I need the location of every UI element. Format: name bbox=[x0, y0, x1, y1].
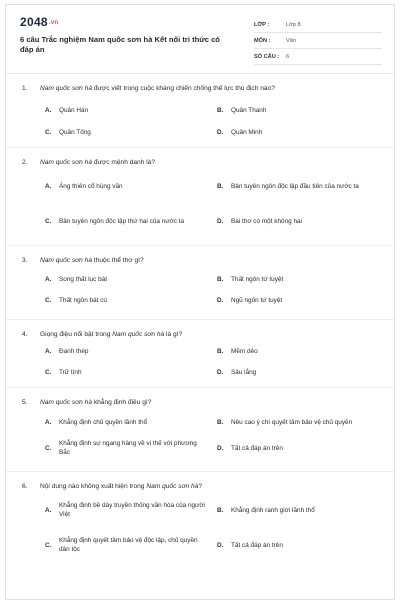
option-letter: A. bbox=[45, 506, 52, 514]
option-b[interactable] bbox=[217, 500, 381, 522]
option-text: Thất ngôn bát cú bbox=[59, 296, 107, 304]
option-letter: D. bbox=[217, 217, 224, 225]
option-text: Quân Thanh bbox=[231, 106, 267, 114]
option-d[interactable] bbox=[217, 535, 381, 557]
meta-row-subject bbox=[254, 33, 382, 49]
option-text: Áng thiên cổ hùng văn bbox=[59, 182, 123, 190]
option-d[interactable] bbox=[217, 365, 381, 381]
meta-label: SỐ CÂU : bbox=[254, 53, 280, 60]
option-text: Bản tuyên ngôn độc lập thứ hai của nước ta bbox=[59, 217, 185, 225]
option-d[interactable] bbox=[217, 293, 381, 309]
option-text: Khẳng định ranh giới lãnh thổ bbox=[231, 506, 315, 514]
meta-label: LỚP : bbox=[254, 21, 270, 28]
option-letter: C. bbox=[45, 541, 52, 549]
option-text: Thất ngôn tứ tuyệt bbox=[231, 275, 284, 283]
worksheet-meta bbox=[254, 17, 382, 65]
option-b[interactable] bbox=[217, 344, 381, 360]
option-text: Khẳng định chủ quyền lãnh thổ bbox=[59, 418, 148, 426]
question-number: 6. bbox=[22, 483, 28, 490]
meta-label: MÔN : bbox=[254, 37, 271, 44]
option-d[interactable] bbox=[217, 125, 381, 141]
option-b[interactable] bbox=[217, 272, 381, 288]
poem-title: Nam quốc sơn hà bbox=[40, 399, 92, 406]
meta-row-count bbox=[254, 49, 382, 65]
poem-title: Nam quốc sơn hà bbox=[112, 331, 165, 338]
question-suffix: thuộc thể thơ gì? bbox=[92, 257, 144, 264]
option-letter: D. bbox=[217, 541, 224, 549]
question-3 bbox=[6, 245, 394, 320]
option-letter: D. bbox=[217, 128, 224, 136]
option-letter: C. bbox=[45, 128, 52, 136]
site-logo[interactable] bbox=[20, 15, 58, 29]
option-c[interactable] bbox=[45, 535, 209, 557]
option-text: Khẳng định sự ngang hàng về vị thế với phương Bắc bbox=[59, 440, 197, 456]
option-text: Bản tuyên ngôn độc lập đầu tiên của nước ta bbox=[231, 182, 359, 190]
question-suffix: được viết trong cuộc kháng chiến chống thế lực thù địch nào? bbox=[92, 85, 275, 92]
option-a[interactable] bbox=[45, 415, 209, 431]
option-c[interactable] bbox=[45, 125, 209, 141]
option-letter: D. bbox=[217, 368, 224, 376]
question-text bbox=[22, 399, 382, 408]
worksheet-header bbox=[6, 5, 394, 74]
option-text: Quân Hán bbox=[59, 106, 89, 114]
option-letter: A. bbox=[45, 182, 52, 190]
option-d[interactable] bbox=[217, 438, 381, 460]
option-c[interactable] bbox=[45, 365, 209, 381]
option-text: Quân Minh bbox=[231, 128, 263, 136]
poem-title: Nam quốc sơn hà bbox=[40, 257, 92, 264]
option-text: Khẳng định bề dày truyền thống văn hóa của người Việt bbox=[59, 502, 205, 518]
option-letter: B. bbox=[217, 347, 224, 355]
option-text: Quân Tống bbox=[59, 128, 91, 136]
option-a[interactable] bbox=[45, 176, 209, 198]
question-5 bbox=[6, 387, 394, 472]
option-a[interactable] bbox=[45, 344, 209, 360]
question-text bbox=[22, 85, 382, 94]
question-text bbox=[22, 159, 382, 168]
option-text: Song thất lục bát bbox=[59, 275, 107, 283]
option-letter: C. bbox=[45, 217, 52, 225]
poem-title: Nam quốc sơn hà bbox=[40, 159, 92, 166]
option-text: Bài thơ có một không hai bbox=[231, 217, 302, 225]
question-2 bbox=[6, 147, 394, 246]
poem-title: Nam quốc sơn hà bbox=[146, 483, 199, 490]
option-c[interactable] bbox=[45, 438, 209, 460]
logo-suffix: .vn bbox=[48, 20, 59, 26]
option-text: Tất cả đáp án trên bbox=[231, 444, 283, 452]
question-number: 5. bbox=[22, 399, 28, 406]
option-letter: A. bbox=[45, 347, 52, 355]
question-number: 1. bbox=[22, 85, 28, 92]
option-text: Trữ tình bbox=[59, 368, 82, 376]
question-number: 4. bbox=[22, 331, 28, 338]
meta-value: 6 bbox=[286, 53, 290, 60]
option-text: Tất cả đáp án trên bbox=[231, 541, 283, 549]
option-text: Đanh thép bbox=[59, 347, 89, 355]
meta-row-class bbox=[254, 17, 382, 33]
option-letter: C. bbox=[45, 444, 52, 452]
option-a[interactable] bbox=[45, 272, 209, 288]
option-b[interactable] bbox=[217, 176, 381, 198]
poem-title: Nam quốc sơn hà bbox=[40, 85, 92, 92]
question-suffix: khẳng định điều gì? bbox=[92, 399, 152, 406]
option-letter: B. bbox=[217, 418, 224, 426]
option-a[interactable] bbox=[45, 103, 209, 119]
question-suffix: ? bbox=[198, 483, 202, 490]
option-letter: D. bbox=[217, 296, 224, 304]
option-b[interactable] bbox=[217, 103, 381, 119]
question-1 bbox=[6, 73, 394, 148]
option-letter: A. bbox=[45, 275, 52, 283]
option-c[interactable] bbox=[45, 211, 209, 233]
option-letter: B. bbox=[217, 275, 224, 283]
question-prefix: Giọng điệu nổi bật trong bbox=[40, 331, 113, 338]
option-a[interactable] bbox=[45, 500, 209, 522]
question-4 bbox=[6, 319, 394, 388]
option-letter: B. bbox=[217, 506, 224, 514]
question-text bbox=[22, 257, 382, 266]
option-text: Nêu cao ý chí quyết tâm bảo vệ chủ quyền bbox=[231, 418, 353, 426]
worksheet-title: 6 câu Trắc nghiệm Nam quốc sơn hà Kết nối tri thức có đáp án bbox=[20, 35, 220, 55]
option-text: Mềm dẻo bbox=[231, 347, 258, 355]
question-6 bbox=[6, 471, 394, 571]
question-prefix: Nội dung nào không xuất hiện trong bbox=[40, 483, 147, 490]
option-c[interactable] bbox=[45, 293, 209, 309]
question-text bbox=[22, 331, 382, 340]
option-text: Khẳng định quyết tâm bảo vệ độc lập, chủ quyền dân tộc bbox=[59, 537, 198, 553]
option-letter: A. bbox=[45, 106, 52, 114]
option-letter: B. bbox=[217, 106, 224, 114]
logo-text: 2048 bbox=[20, 15, 48, 29]
option-letter: C. bbox=[45, 368, 52, 376]
option-letter: B. bbox=[217, 182, 224, 190]
option-text: Ngũ ngôn tứ tuyệt bbox=[231, 296, 283, 304]
meta-value: Văn bbox=[286, 37, 296, 44]
question-suffix: là gì? bbox=[164, 331, 183, 338]
meta-value: Lớp 8 bbox=[286, 21, 301, 28]
option-d[interactable] bbox=[217, 211, 381, 233]
question-suffix: được mệnh danh là? bbox=[92, 159, 155, 166]
worksheet bbox=[5, 4, 395, 600]
question-number: 3. bbox=[22, 257, 28, 264]
question-number: 2. bbox=[22, 159, 28, 166]
question-text bbox=[22, 483, 382, 492]
option-b[interactable] bbox=[217, 415, 395, 431]
option-letter: A. bbox=[45, 418, 52, 426]
option-letter: C. bbox=[45, 296, 52, 304]
option-text: Sâu lắng bbox=[231, 368, 257, 376]
option-letter: D. bbox=[217, 444, 224, 452]
